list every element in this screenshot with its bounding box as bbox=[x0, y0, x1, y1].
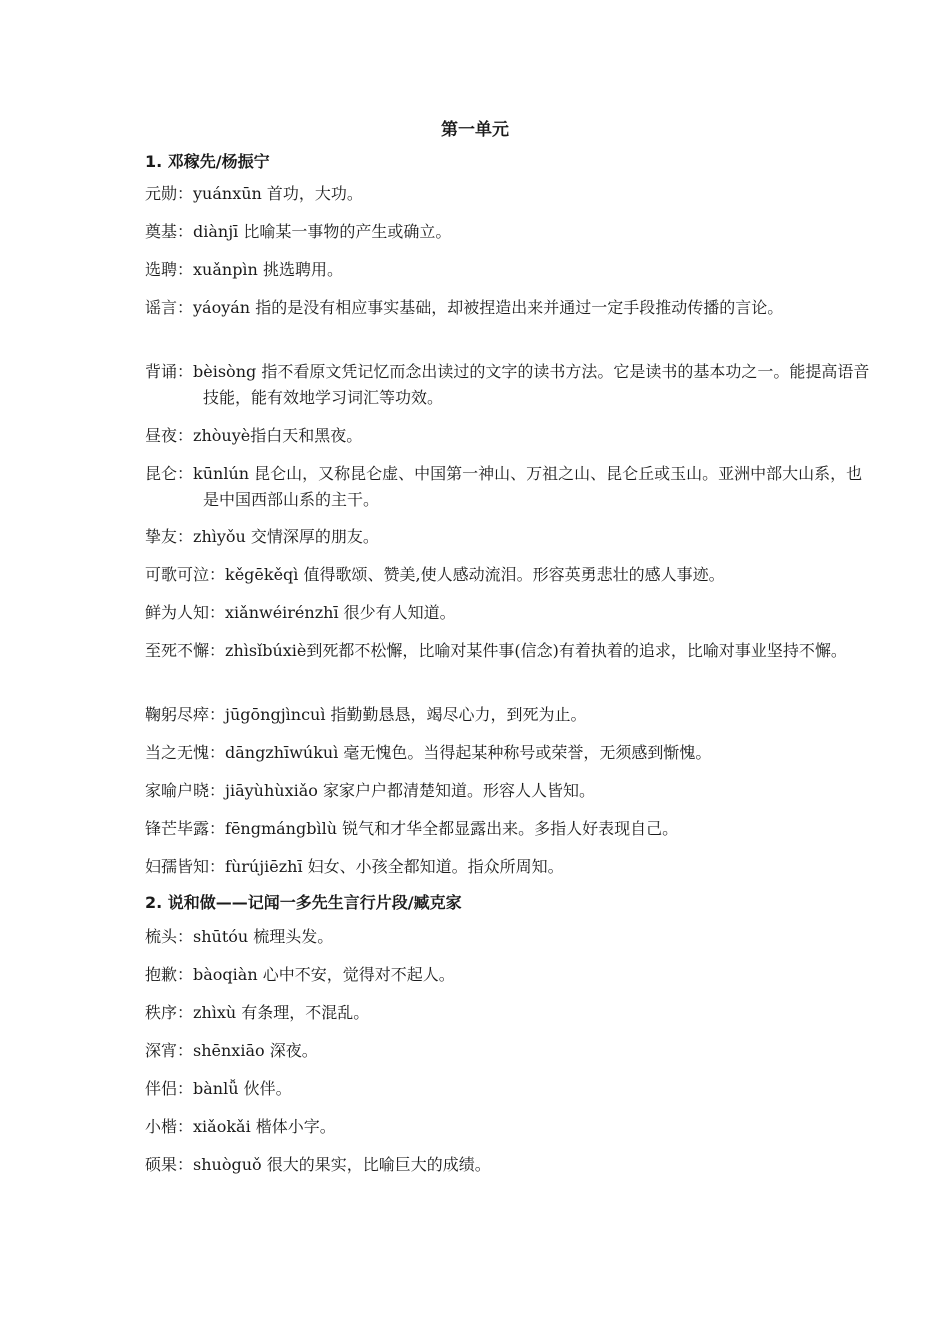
vocab-term: 奠基： bbox=[145, 222, 194, 241]
vocab-term: 小楷： bbox=[145, 1117, 194, 1136]
vocab-entry bbox=[145, 461, 873, 513]
vocab-definition: xiǎokǎi 楷体小字。 bbox=[193, 1117, 336, 1136]
vocab-term: 挚友： bbox=[145, 527, 194, 546]
vocab-term: 选聘： bbox=[145, 260, 194, 279]
vocab-term: 昆仑： bbox=[145, 464, 194, 483]
vocab-term: 当之无愧： bbox=[145, 743, 226, 762]
vocab-entry bbox=[145, 257, 873, 283]
vocab-entry bbox=[145, 1152, 873, 1178]
vocab-definition: kūnlún 昆仑山，又称昆仑虚、中国第一神山、万祖之山、昆仑丘或玉山。亚洲中部大山系，也是中国西部山系的主干。 bbox=[193, 464, 863, 509]
vocab-entry bbox=[145, 359, 873, 411]
vocab-term: 至死不懈： bbox=[145, 641, 226, 660]
vocab-entry bbox=[145, 181, 873, 207]
vocab-definition: zhìxù 有条理，不混乱。 bbox=[193, 1003, 370, 1022]
vocab-term: 昼夜： bbox=[145, 426, 194, 445]
vocab-term: 梳头： bbox=[145, 927, 194, 946]
vocab-term: 元勋： bbox=[145, 184, 194, 203]
vocab-entry bbox=[145, 854, 873, 880]
vocab-entry bbox=[145, 219, 873, 245]
vocab-term: 深宵： bbox=[145, 1041, 194, 1060]
vocab-entry bbox=[145, 600, 873, 626]
vocab-term: 鞠躬尽瘁： bbox=[145, 705, 226, 724]
vocab-definition: yuánxūn 首功，大功。 bbox=[193, 184, 363, 203]
vocab-definition: shūtóu 梳理头发。 bbox=[193, 927, 334, 946]
vocab-entry bbox=[145, 638, 873, 664]
vocab-term: 锋芒毕露： bbox=[145, 819, 226, 838]
vocab-definition: xuǎnpìn 挑选聘用。 bbox=[193, 260, 343, 279]
vocab-term: 秩序： bbox=[145, 1003, 194, 1022]
vocab-term: 抱歉： bbox=[145, 965, 194, 984]
vocab-entry bbox=[145, 924, 873, 950]
vocab-definition: jūgōngjìncuì 指勤勤恳恳，竭尽心力，到死为止。 bbox=[225, 705, 587, 724]
vocab-definition: shēnxiāo 深夜。 bbox=[193, 1041, 318, 1060]
vocab-definition: zhìyǒu 交情深厚的朋友。 bbox=[193, 527, 379, 546]
vocab-definition: zhòuyè指白天和黑夜。 bbox=[193, 426, 363, 445]
vocab-definition: zhìsǐbúxiè到死都不松懈，比喻对某件事(信念)有着执着的追求，比喻对事业坚持不懈。 bbox=[225, 641, 847, 660]
vocab-term: 家喻户晓： bbox=[145, 781, 226, 800]
vocab-definition: kěgēkěqì 值得歌颂、赞美,使人感动流泪。形容英勇悲壮的感人事迹。 bbox=[225, 565, 725, 584]
vocab-entry bbox=[145, 562, 873, 588]
vocab-term: 背诵： bbox=[145, 362, 194, 381]
vocab-entry bbox=[145, 962, 873, 988]
vocab-entry bbox=[145, 778, 873, 804]
vocab-definition: bèisòng 指不看原文凭记忆而念出读过的文字的读书方法。它是读书的基本功之一。能提高语音技能，能有效地学习词汇等功效。 bbox=[193, 362, 870, 407]
lesson-heading: 1. 邓稼先/杨振宁 bbox=[145, 152, 270, 171]
vocab-definition: dāngzhīwúkuì 毫无愧色。当得起某种称号或荣誉，无须感到惭愧。 bbox=[225, 743, 712, 762]
vocab-term: 鲜为人知： bbox=[145, 603, 226, 622]
vocab-term: 硕果： bbox=[145, 1155, 194, 1174]
unit-title: 第一单元 bbox=[441, 120, 509, 140]
vocab-definition: diànjī 比喻某一事物的产生或确立。 bbox=[193, 222, 452, 241]
vocab-entry bbox=[145, 1038, 873, 1064]
vocab-term: 谣言： bbox=[145, 298, 194, 317]
vocab-definition: fēngmángbìlù 锐气和才华全都显露出来。多指人好表现自己。 bbox=[225, 819, 679, 838]
vocab-entry bbox=[145, 1114, 873, 1140]
vocab-definition: jiāyùhùxiǎo 家家户户都清楚知道。形容人人皆知。 bbox=[225, 781, 595, 800]
vocab-term: 可歌可泣： bbox=[145, 565, 226, 584]
vocab-entry bbox=[145, 423, 873, 449]
vocab-entry bbox=[145, 740, 873, 766]
vocab-definition: xiǎnwéirénzhī 很少有人知道。 bbox=[225, 603, 456, 622]
vocab-entry bbox=[145, 524, 873, 550]
vocab-definition: shuòguǒ 很大的果实，比喻巨大的成绩。 bbox=[193, 1155, 491, 1174]
vocab-entry bbox=[145, 1000, 873, 1026]
vocab-entry bbox=[145, 816, 873, 842]
vocab-entry bbox=[145, 295, 873, 321]
vocab-term: 伴侣： bbox=[145, 1079, 194, 1098]
vocab-entry bbox=[145, 702, 873, 728]
vocab-definition: bànlǚ 伙伴。 bbox=[193, 1079, 292, 1098]
vocab-definition: bàoqiàn 心中不安，觉得对不起人。 bbox=[193, 965, 455, 984]
vocab-term: 妇孺皆知： bbox=[145, 857, 226, 876]
vocab-definition: fùrújiēzhī 妇女、小孩全都知道。指众所周知。 bbox=[225, 857, 564, 876]
vocab-entry bbox=[145, 1076, 873, 1102]
vocab-definition: yáoyán 指的是没有相应事实基础，却被捏造出来并通过一定手段推动传播的言论。 bbox=[193, 298, 784, 317]
lesson-heading: 2. 说和做——记闻一多先生言行片段/臧克家 bbox=[145, 893, 462, 912]
